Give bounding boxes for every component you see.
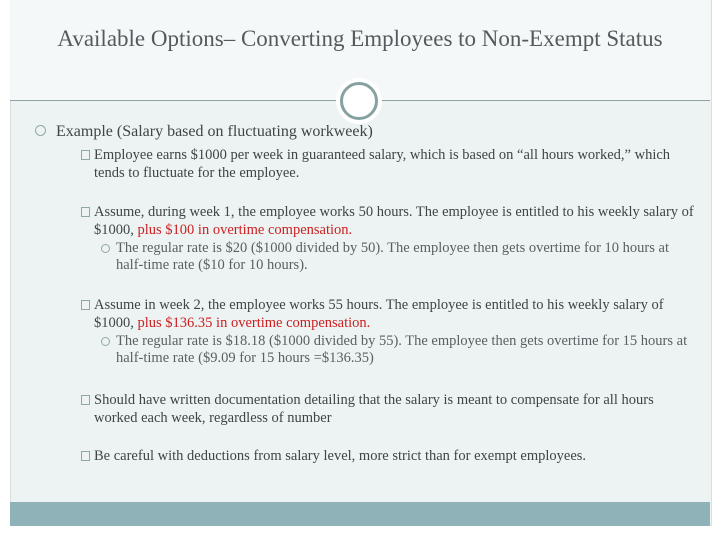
list-item — [94, 203, 694, 239]
sub-list-item-text: The regular rate is $18.18 ($1000 divided by 55). The employee then gets overtime for 15 hours at half-time rate ($9.09 for 15 hours =$136.35) — [116, 333, 688, 366]
square-bullet-icon — [81, 451, 90, 461]
list-item-text: Be careful with deductions from salary level, more strict than for exempt employees. — [94, 448, 587, 464]
highlight-text: plus $136.35 in overtime compensation. — [137, 315, 371, 331]
footer-bar — [10, 502, 710, 526]
highlight-text: plus $100 in overtime compensation. — [137, 222, 353, 238]
sub-list-item-text: The regular rate is $20 ($1000 divided by 50). The employee then gets overtime for 10 hours at half-time rate ($10 for 10 hours). — [116, 240, 669, 273]
square-bullet-icon — [81, 395, 90, 405]
main-bullet — [56, 122, 696, 142]
list-item-text: Assume in week 2, the employee works 55 hours. The employee is entitled to his weekly salary of $1000, — [94, 297, 664, 331]
divider-circle-ornament — [340, 82, 378, 120]
square-bullet-icon — [81, 207, 90, 217]
list-item-text: Should have written documentation detailing that the salary is meant to compensate for all hours worked each week, regardless of number — [94, 392, 654, 426]
square-bullet-icon — [81, 150, 90, 160]
slide-title: Available Options– Converting Employees to Non-Exempt Status — [57, 26, 663, 51]
circle-bullet-icon — [101, 337, 110, 346]
list-item-text: Employee earns $1000 per week in guaranteed salary, which is based on “all hours worked,” which tends to fluctuate for the employee. — [94, 147, 671, 181]
main-bullet-text: Example (Salary based on fluctuating workweek) — [56, 123, 373, 140]
circle-bullet-icon — [101, 244, 110, 253]
square-bullet-icon — [81, 300, 90, 310]
list-item — [94, 447, 694, 465]
sub-list-item — [116, 240, 696, 274]
list-item-text: Assume, during week 1, the employee works 50 hours. The employee is entitled to his weekly salary of $1000, — [94, 204, 694, 238]
list-item — [94, 391, 694, 427]
sub-list-item — [116, 333, 696, 367]
circle-bullet-icon — [35, 125, 46, 136]
list-item — [94, 146, 694, 182]
list-item — [94, 296, 694, 332]
